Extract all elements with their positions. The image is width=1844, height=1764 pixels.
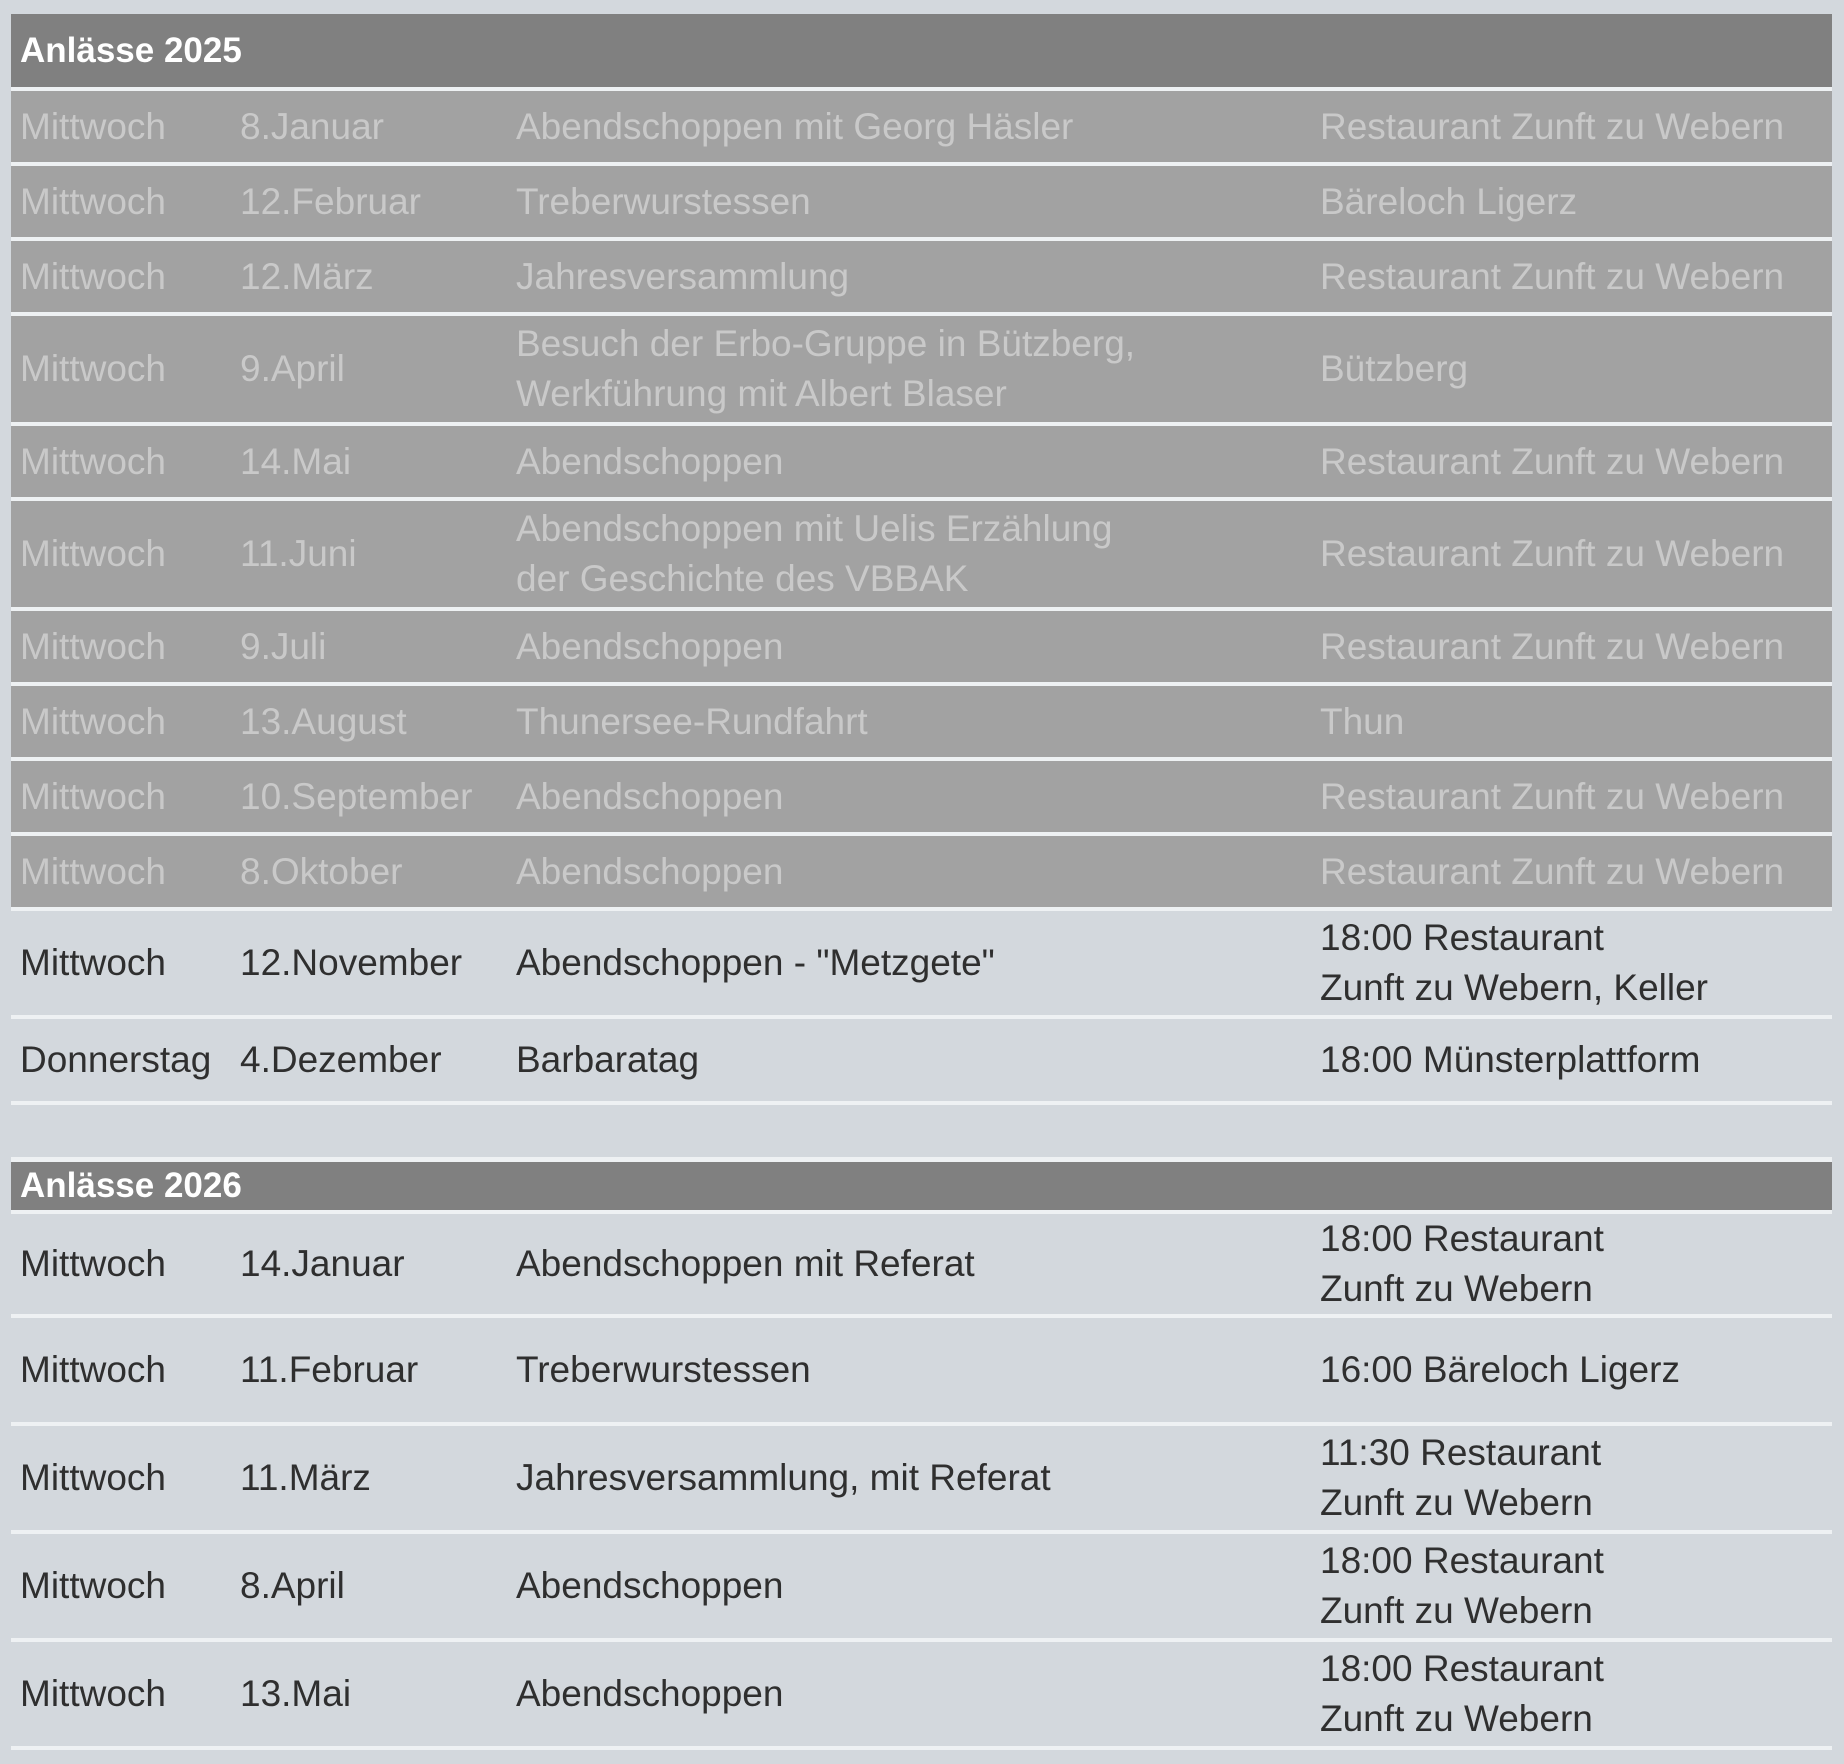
event-place-line: 18:00 Restaurant (1320, 1648, 1604, 1689)
event-date: 13.Mai (231, 1642, 507, 1750)
section-title: Anlässe 2025 (11, 14, 1832, 91)
event-title: Abendschoppen mit Referat (507, 1214, 1311, 1318)
event-day: Mittwoch (11, 166, 231, 241)
event-place (1311, 1534, 1832, 1642)
event-date: 8.Januar (231, 91, 507, 166)
event-title: Abendschoppen (507, 1534, 1311, 1642)
event-day: Mittwoch (11, 501, 231, 611)
event-row (11, 1426, 1832, 1534)
event-place: Restaurant Zunft zu Webern (1311, 241, 1832, 316)
event-date: 8.Oktober (231, 836, 507, 911)
event-row (11, 166, 1832, 241)
event-title: Abendschoppen (507, 426, 1311, 501)
section-header-2026 (11, 1162, 1832, 1214)
event-title: Barbaratag (507, 1019, 1311, 1105)
event-row (11, 316, 1832, 426)
event-day: Mittwoch (11, 426, 231, 501)
event-row (11, 1642, 1832, 1750)
event-date: 14.Januar (231, 1214, 507, 1318)
event-title-line: Abendschoppen mit Uelis Erzählung (516, 508, 1113, 549)
event-title-line: Besuch der Erbo-Gruppe in Bützberg, (516, 323, 1136, 364)
event-title-line: Werkführung mit Albert Blaser (516, 373, 1007, 414)
event-date: 14.Mai (231, 426, 507, 501)
event-day: Mittwoch (11, 686, 231, 761)
event-day: Mittwoch (11, 1214, 231, 1318)
event-day: Mittwoch (11, 316, 231, 426)
event-title: Abendschoppen (507, 836, 1311, 911)
event-row (11, 611, 1832, 686)
event-place: Restaurant Zunft zu Webern (1311, 91, 1832, 166)
event-date: 10.September (231, 761, 507, 836)
event-date: 11.Februar (231, 1318, 507, 1426)
events-table (11, 14, 1832, 1750)
section-spacer (11, 1105, 1832, 1162)
event-place (1311, 1426, 1832, 1534)
event-day: Mittwoch (11, 911, 231, 1019)
event-row (11, 241, 1832, 316)
event-row (11, 426, 1832, 501)
event-place-line: Zunft zu Webern (1320, 1482, 1593, 1523)
event-title: Abendschoppen mit Georg Häsler (507, 91, 1311, 166)
event-place: Thun (1311, 686, 1832, 761)
event-place: Restaurant Zunft zu Webern (1311, 611, 1832, 686)
event-place-line: Zunft zu Webern, Keller (1320, 967, 1708, 1008)
event-place-line: 11:30 Restaurant (1320, 1432, 1602, 1473)
section-header-2025 (11, 14, 1832, 91)
event-place-line: 18:00 Restaurant (1320, 1540, 1604, 1581)
event-date: 13.August (231, 686, 507, 761)
event-row (11, 1214, 1832, 1318)
event-date: 11.Juni (231, 501, 507, 611)
event-place: Bützberg (1311, 316, 1832, 426)
event-row (11, 761, 1832, 836)
event-row (11, 911, 1832, 1019)
event-day: Mittwoch (11, 761, 231, 836)
event-place: Restaurant Zunft zu Webern (1311, 836, 1832, 911)
event-day: Mittwoch (11, 1318, 231, 1426)
event-row (11, 1318, 1832, 1426)
event-date: 12.Februar (231, 166, 507, 241)
event-row (11, 1019, 1832, 1105)
event-day: Mittwoch (11, 1426, 231, 1534)
event-day: Mittwoch (11, 91, 231, 166)
event-row (11, 1534, 1832, 1642)
event-title: Abendschoppen (507, 761, 1311, 836)
event-date: 9.Juli (231, 611, 507, 686)
event-place: Restaurant Zunft zu Webern (1311, 761, 1832, 836)
event-title (507, 316, 1311, 426)
event-place-line: Zunft zu Webern (1320, 1268, 1593, 1309)
event-day: Mittwoch (11, 836, 231, 911)
event-place (1311, 911, 1832, 1019)
event-title: Abendschoppen (507, 611, 1311, 686)
event-place: 18:00 Münsterplattform (1311, 1019, 1832, 1105)
event-title: Jahresversammlung, mit Referat (507, 1426, 1311, 1534)
event-place-line: Zunft zu Webern (1320, 1590, 1593, 1631)
event-row (11, 686, 1832, 761)
event-date: 4.Dezember (231, 1019, 507, 1105)
event-day: Mittwoch (11, 241, 231, 316)
event-title-line: der Geschichte des VBBAK (516, 558, 969, 599)
event-title: Treberwurstessen (507, 1318, 1311, 1426)
event-place-line: Zunft zu Webern (1320, 1698, 1593, 1739)
event-row (11, 836, 1832, 911)
event-date: 12.März (231, 241, 507, 316)
event-title: Treberwurstessen (507, 166, 1311, 241)
event-place: Restaurant Zunft zu Webern (1311, 426, 1832, 501)
event-place: Restaurant Zunft zu Webern (1311, 501, 1832, 611)
event-title (507, 501, 1311, 611)
event-date: 11.März (231, 1426, 507, 1534)
event-place: 16:00 Bäreloch Ligerz (1311, 1318, 1832, 1426)
event-place (1311, 1642, 1832, 1750)
event-title: Abendschoppen (507, 1642, 1311, 1750)
event-row (11, 91, 1832, 166)
event-place (1311, 1214, 1832, 1318)
event-place-line: 18:00 Restaurant (1320, 1218, 1604, 1259)
event-day: Mittwoch (11, 1642, 231, 1750)
event-title: Jahresversammlung (507, 241, 1311, 316)
event-day: Mittwoch (11, 611, 231, 686)
event-day: Mittwoch (11, 1534, 231, 1642)
event-day: Donnerstag (11, 1019, 231, 1105)
event-date: 9.April (231, 316, 507, 426)
event-row (11, 501, 1832, 611)
event-place: Bäreloch Ligerz (1311, 166, 1832, 241)
event-date: 12.November (231, 911, 507, 1019)
section-title: Anlässe 2026 (11, 1162, 1832, 1214)
event-date: 8.April (231, 1534, 507, 1642)
event-place-line: 18:00 Restaurant (1320, 917, 1604, 958)
bottom-strip (11, 1750, 1832, 1758)
event-title: Abendschoppen - "Metzgete" (507, 911, 1311, 1019)
event-title: Thunersee-Rundfahrt (507, 686, 1311, 761)
